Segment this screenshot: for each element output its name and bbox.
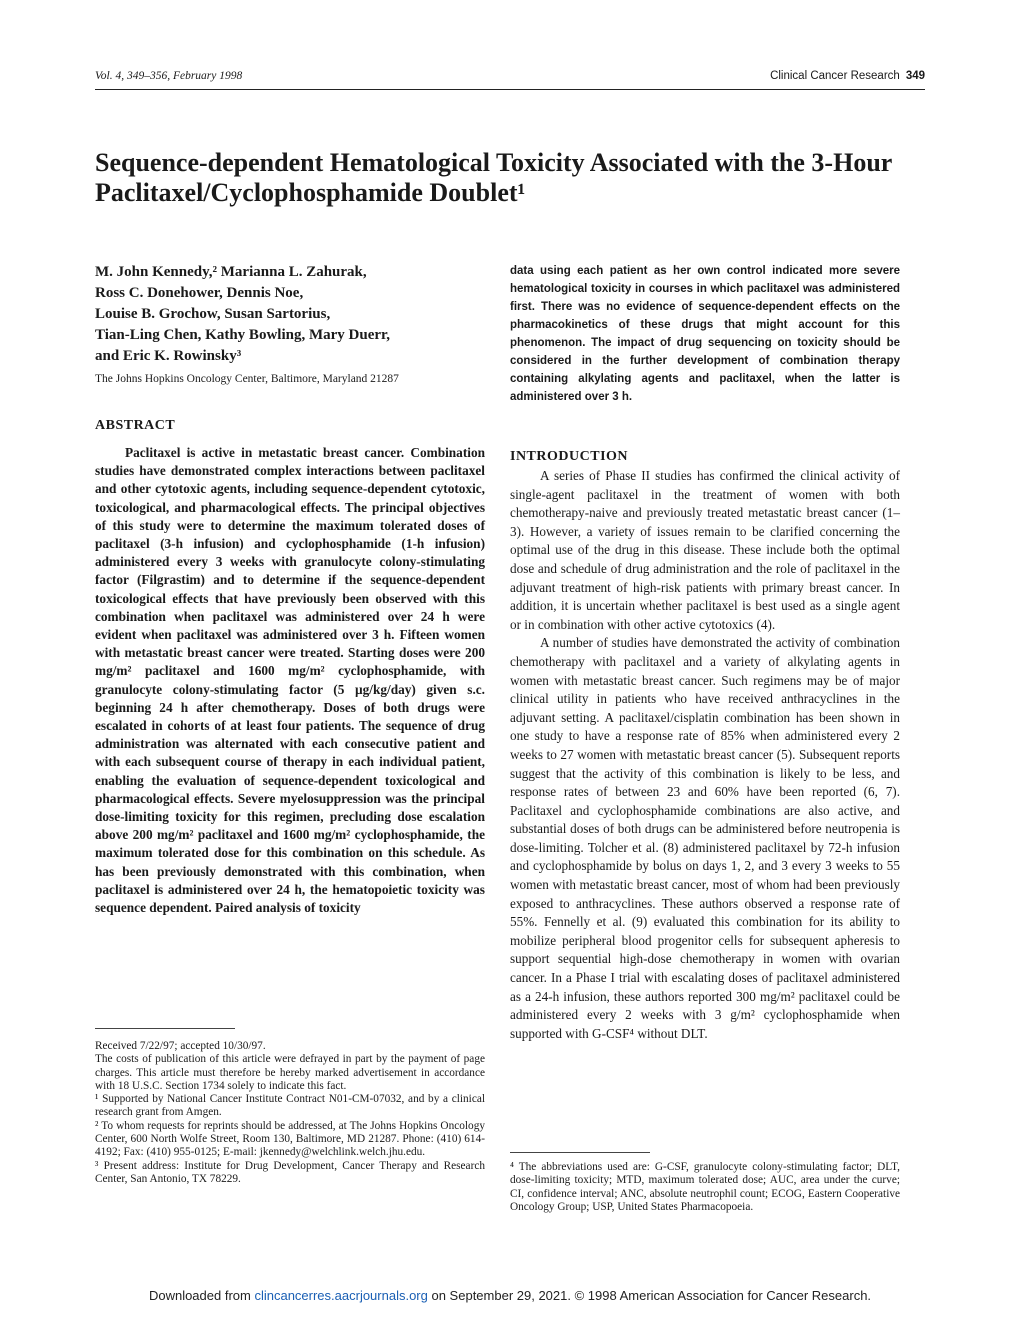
footnote-4: ⁴ The abbreviations used are: G-CSF, granulocyte colony-stimulating factor; DLT, dose-limiting toxicity; MTD, maximum tolerated dose; AUC, area under the curve; CI, confidence interval; ANC, absolute neutrophil count; ECOG, Eastern Cooperative Oncology Group; USP, United States Pharmacopoeia. [510, 1161, 900, 1213]
footer-suffix: on September 29, 2021. © 1998 American Association for Cancer Research. [427, 1288, 872, 1303]
footnote-rule [95, 1028, 235, 1029]
author-line: Tian-Ling Chen, Kathy Bowling, Mary Duerr, [95, 327, 391, 343]
download-footer [100, 1288, 920, 1304]
journal-name: Clinical Cancer Research [770, 70, 900, 82]
introduction-text [510, 467, 900, 1043]
footnote4-rule [510, 1152, 650, 1153]
header-rule [95, 89, 925, 90]
author-line: M. John Kennedy,² Marianna L. Zahurak, [95, 264, 367, 280]
abstract-heading: ABSTRACT [95, 418, 176, 433]
abstract-paragraph: Paclitaxel is active in metastatic breast cancer. Combination studies have demonstrated complex interactions between paclitaxel and other cytotoxic agents, including sequence-dependent cytotoxic, toxicological, and pharmacological effects. The principal objectives of this study were to determine the maximum tolerated doses of paclitaxel (3-h infusion) and cyclophosphamide (1-h infusion) administered every 3 weeks with granulocyte colony-stimulating factor (Filgrastim) and to determine if the sequence-dependent toxicological effects that have previously been observed with this combination when paclitaxel was administered over 24 h were evident when paclitaxel was administered over 3 h. Fifteen women with metastatic breast cancer were treated. Starting doses were 200 mg/m² paclitaxel and 1600 mg/m² cyclophosphamide, with granulocyte colony-stimulating factor (5 µg/kg/day) given s.c. beginning 24 h after chemotherapy. Doses of both drugs were escalated in cohorts of at least four patients. The sequence of drug administration was alternated with each consecutive patient and with each subsequent course of therapy in each individual patient, enabling the evaluation of sequence-dependent toxicological and pharmacological effects. Severe myelosuppression was the principal dose-limiting toxicity for this regimen, precluding dose escalation above 200 mg/m² paclitaxel and 1600 mg/m² cyclophosphamide, the maximum tolerated dose for this combination on this schedule. As has been previously demonstrated with this combination, when paclitaxel is administered over 24 h, the hematopoietic toxicity was sequence dependent. Paired analysis of toxicity [95, 445, 485, 916]
running-header-journal [770, 70, 925, 82]
introduction-heading: INTRODUCTION [510, 449, 629, 464]
footnote-2: ² To whom requests for reprints should be addressed, at The Johns Hopkins Oncology Center, 600 North Wolfe Street, Room 130, Baltimore, MD 21287. Phone: (410) 614-4192; Fax: (410) 955-0125; E-mail: jkennedy@welchlink.welch.jhu.edu. [95, 1119, 485, 1159]
footnote-3: ³ Present address: Institute for Drug Development, Cancer Therapy and Research Center, San Antonio, TX 78229. [95, 1159, 485, 1185]
footer-link[interactable]: clincancerres.aacrjournals.org [254, 1288, 428, 1303]
article-title: Sequence-dependent Hematological Toxicity Associated with the 3-Hour Paclitaxel/Cyclophosphamide Doublet¹ [95, 148, 892, 207]
author-line: Ross C. Donehower, Dennis Noe, [95, 285, 304, 301]
affiliation: The Johns Hopkins Oncology Center, Baltimore, Maryland 21287 [95, 373, 399, 385]
intro-paragraph-1: A series of Phase II studies has confirmed the clinical activity of single-agent paclitaxel in the treatment of women with both chemotherapy-naive and previously treated metastatic breast cancer (1–3). However, a variety of issues remain to be clarified concerning the optimal use of the drug in this disease. These include both the optimal dose and schedule of drug administration and the role of paclitaxel in the adjuvant treatment of high-risk patients with primary breast cancer. In addition, it is uncertain whether paclitaxel is best used as a single agent or in combination with other active cytotoxics (4). [510, 468, 900, 632]
footnote-received: Received 7/22/97; accepted 10/30/97. [95, 1040, 266, 1052]
running-header-volume: Vol. 4, 349–356, February 1998 [95, 70, 243, 82]
footnote-costs: The costs of publication of this article were defrayed in part by the payment of page charges. This article must therefore be hereby marked advertisement in accordance with 18 U.S.C. Section 1734 solely to indicate this fact. [95, 1053, 485, 1092]
author-line: and Eric K. Rowinsky³ [95, 348, 242, 364]
footer-prefix: Downloaded from [148, 1288, 255, 1303]
page-number: 349 [905, 70, 925, 82]
author-list [95, 262, 495, 367]
abstract-continuation [510, 262, 900, 406]
footnote-1: ¹ Supported by National Cancer Institute Contract N01-CM-07032, and by a clinical research grant from Amgen. [95, 1093, 485, 1119]
abstract-text [95, 444, 485, 917]
footnotes [95, 1040, 485, 1186]
abstract-paragraph-cont: data using each patient as her own control indicated more severe hematological toxicity in courses in which paclitaxel was administered first. There was no evidence of sequence-dependent effects on the pharmacokinetics of these drugs that might account for this phenomenon. The impact of drug sequencing on toxicity should be considered in the further development of combination therapy containing alkylating agents and paclitaxel, when the latter is administered over 3 h. [510, 265, 900, 403]
intro-paragraph-2: A number of studies have demonstrated the activity of combination chemotherapy with paclitaxel and a variety of alkylating agents in women with metastatic breast cancer. Such regimens may be of major clinical utility in patients who have received anthracyclines in the adjuvant setting. A paclitaxel/cisplatin combination has been shown in one study to have a response rate of 85% when administered every 2 weeks to 27 women with metastatic breast cancer (5). Subsequent reports suggest that the activity of this combination is likely to be less, and response rates of between 23 and 60% have been reported (6, 7). Paclitaxel and cyclophosphamide combinations are also active, and substantial doses of both drugs can be administered before neutropenia is dose-limiting. Tolcher et al. (8) administered paclitaxel by 72-h infusion and cyclophosphamide by bolus on days 1, 2, and 3 every 3 weeks to 55 women with metastatic breast cancer, most of whom had been previously exposed to anthracyclines. These authors observed a response rate of 55%. Fennelly et al. (9) evaluated this combination for its ability to mobilize peripheral blood progenitor cells for subsequent apheresis to support sequential high-dose chemotherapy in women with ovarian cancer. In a Phase I trial with escalating doses of paclitaxel administered as a 24-h infusion, these authors reported 300 mg/m² paclitaxel could be administered every 2 weeks with 3 g/m² cyclophosphamide when supported with G-CSF⁴ without DLT. [510, 635, 900, 1041]
author-line: Louise B. Grochow, Susan Sartorius, [95, 306, 331, 322]
